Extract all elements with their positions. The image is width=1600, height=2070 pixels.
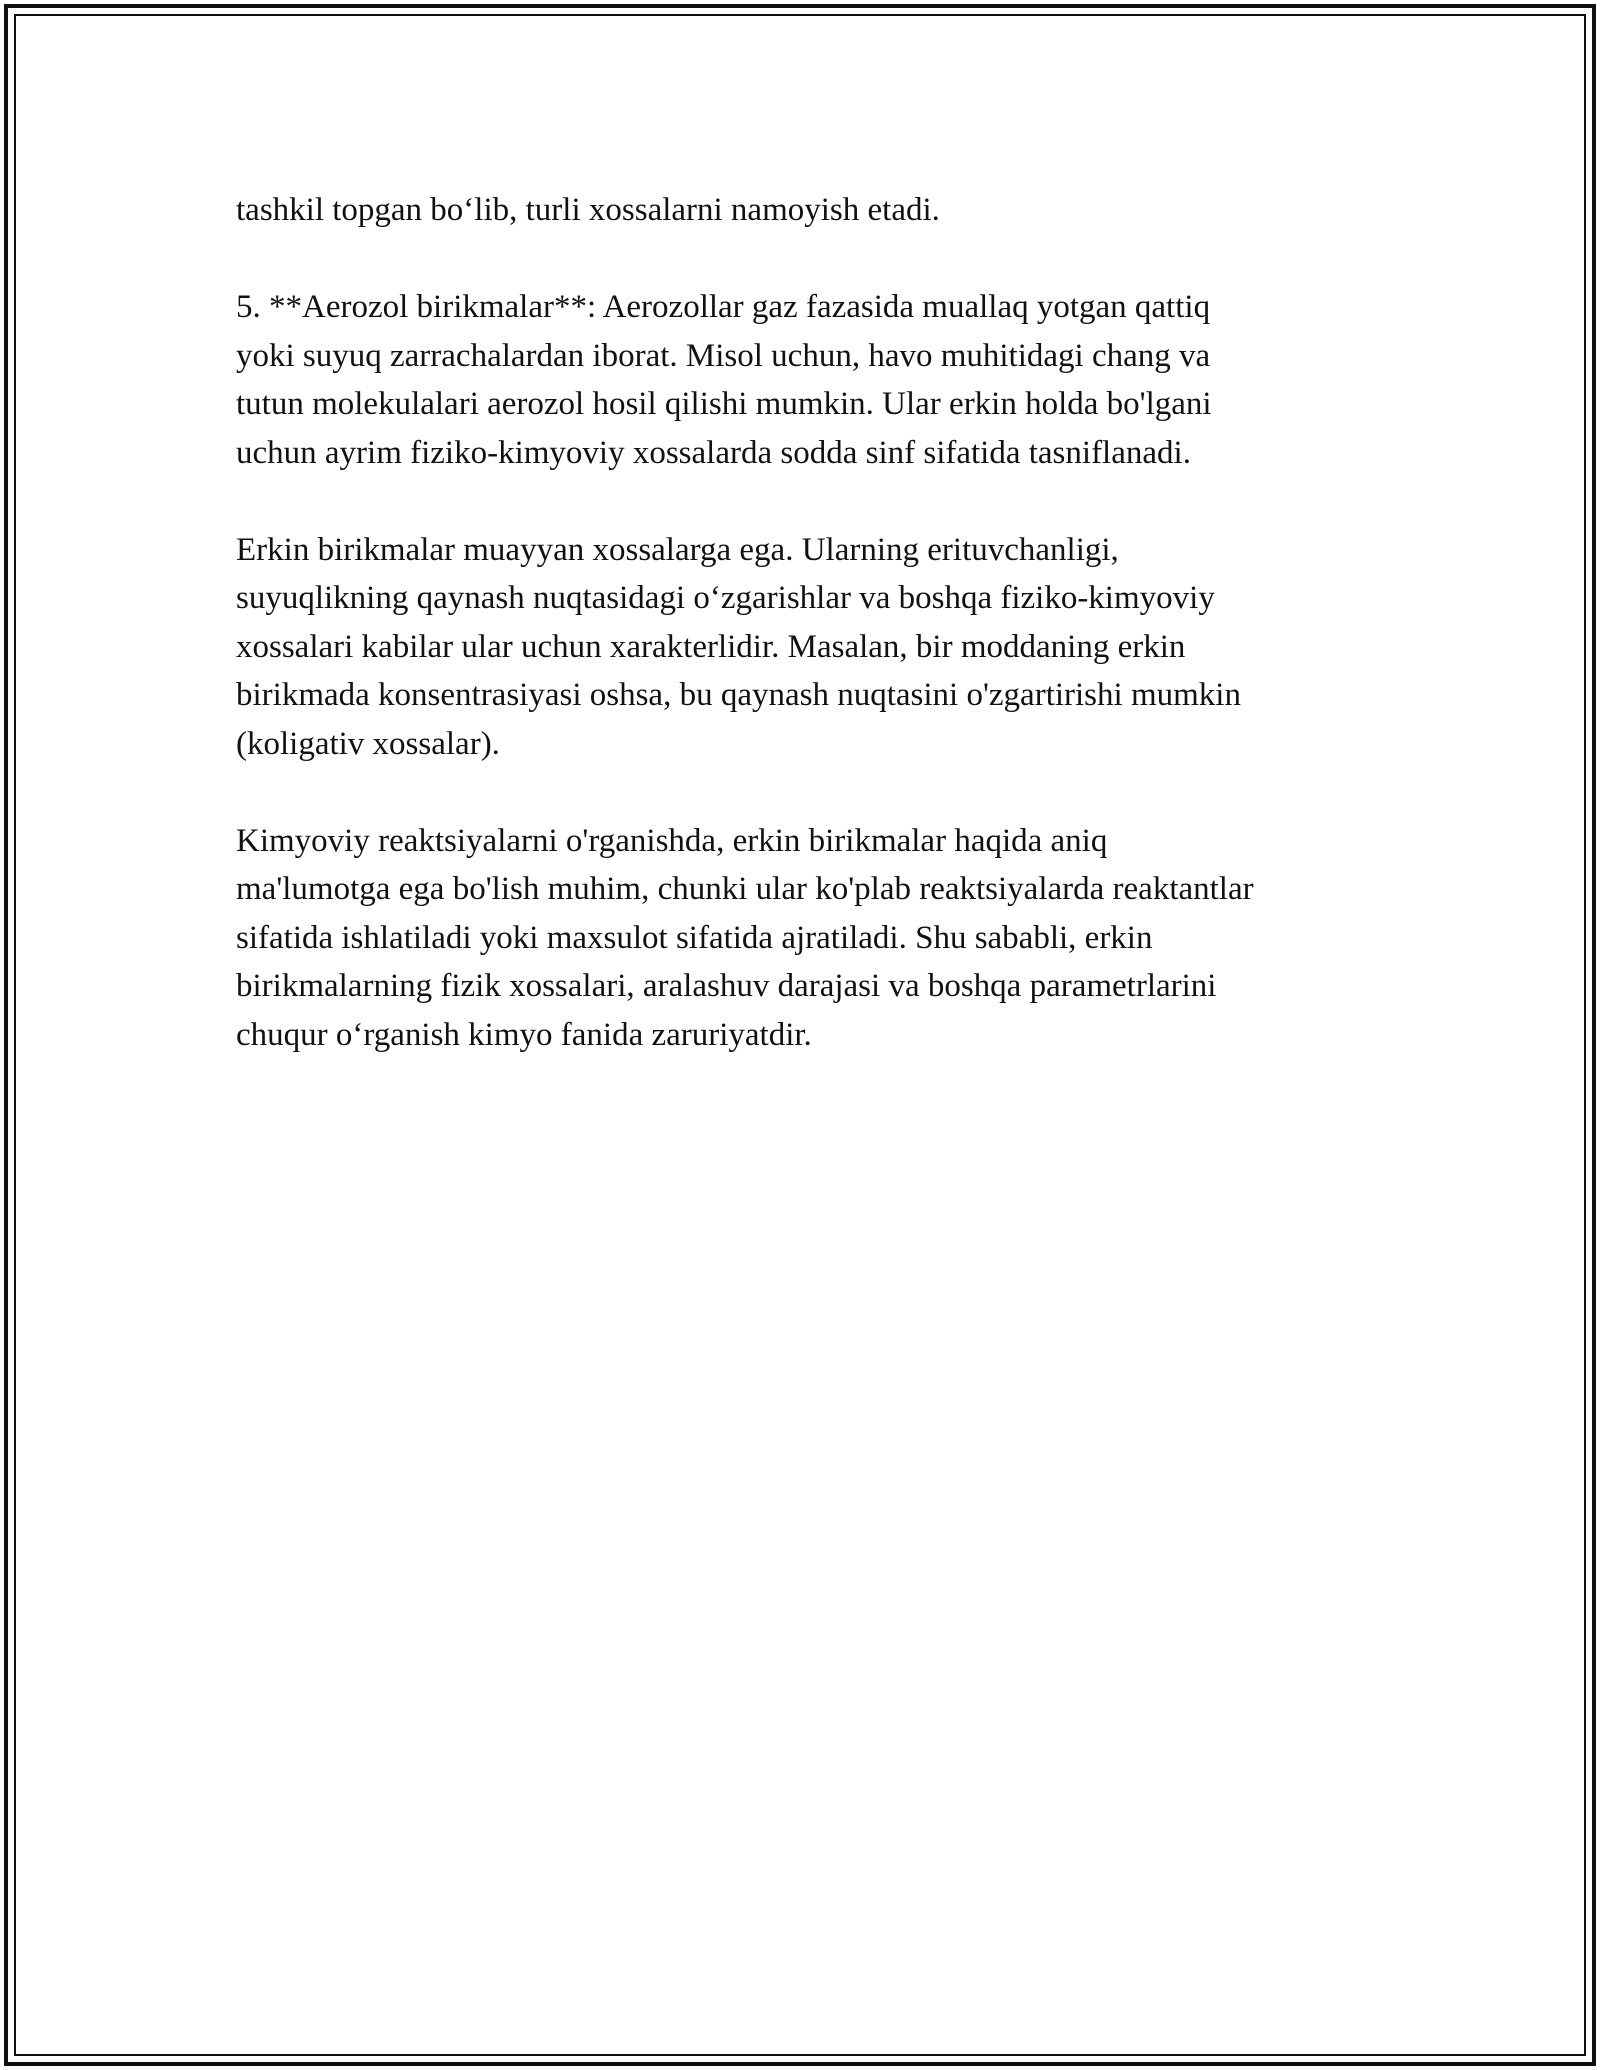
text-line: suyuqlikning qaynash nuqtasidagi o‘zgarishlar va boshqa fiziko-kimyoviy [236, 580, 1215, 616]
text-line: tashkil topgan bo‘lib, turli xossalarni namoyish etadi. [236, 192, 940, 228]
text-line: Kimyoviy reaktsiyalarni o'rganishda, erkin birikmalar haqida aniq [236, 822, 1108, 859]
paragraph-chemical-reactions [236, 817, 1396, 1060]
paragraph-free-compound-properties [236, 526, 1396, 769]
paragraph-aerosol-compounds [236, 283, 1396, 477]
text-line: ma'lumotga ega bo'lish muhim, chunki ular ko'plab reaktsiyalarda reaktantlar [236, 871, 1254, 907]
text-line: uchun ayrim fiziko-kimyoviy xossalarda sodda sinf sifatida tasniflanadi. [236, 434, 1191, 471]
text-line: yoki suyuq zarrachalardan iborat. Misol uchun, havo muhitidagi chang va [236, 337, 1211, 374]
paragraph-continuation [236, 186, 1396, 235]
text-line: 5. **Aerozol birikmalar**: Aerozollar gaz fazasida muallaq yotgan qattiq [236, 289, 1211, 325]
text-line: sifatida ishlatiladi yoki maxsulot sifatida ajratiladi. Shu sababli, erkin [236, 919, 1153, 956]
text-line: (koligativ xossalar). [236, 725, 500, 762]
text-line: birikmalarning fizik xossalari, aralashuv darajasi va boshqa parametrlarini [236, 968, 1217, 1004]
document-body [236, 186, 1396, 1108]
text-line: Erkin birikmalar muayyan xossalarga ega. Ularning erituvchanligi, [236, 531, 1119, 568]
text-line: tutun molekulalari aerozol hosil qilishi mumkin. Ular erkin holda bo'lgani [236, 386, 1212, 422]
text-line: xossalari kabilar ular uchun xarakterlidir. Masalan, bir moddaning erkin [236, 628, 1186, 665]
text-line: chuqur o‘rganish kimyo fanida zaruriyatdir. [236, 1016, 812, 1053]
text-line: birikmada konsentrasiyasi oshsa, bu qaynash nuqtasini o'zgartirishi mumkin [236, 677, 1241, 713]
